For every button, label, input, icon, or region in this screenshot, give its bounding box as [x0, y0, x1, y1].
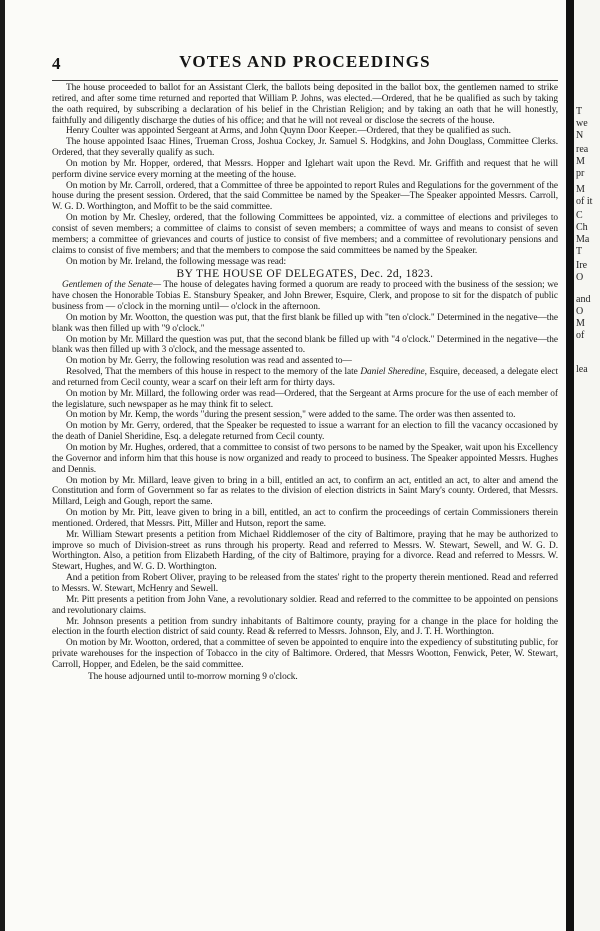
closing-line: The house adjourned until to-morrow morning 9 o'clock.: [88, 671, 298, 682]
next-page-fragment: lea: [576, 364, 588, 375]
next-page-fragment: Ma: [576, 234, 590, 245]
paragraph: On motion by Mr. Pitt, leave given to bring in a bill, entitled, an act to confirm the proceedings of certain Commissioners therein mentioned. Ordered, that Messrs. Pitt, Miller and Hutson, report the same.: [52, 508, 558, 529]
binding-gutter: [566, 0, 574, 931]
resolution-before: Resolved, That the members of this house in respect to the memory of the late: [66, 367, 361, 378]
paragraph: Henry Coulter was appointed Sergeant at Arms, and John Quynn Door Keeper.—Ordered, that they be qualified as such.: [66, 126, 511, 137]
document-page: [52, 50, 558, 683]
next-page-fragment: Ch: [576, 222, 588, 233]
paragraph: Mr. Johnson presents a petition from sundry inhabitants of Baltimore county, praying for a change in the place for holding the election in the fourth election district of said county. Read & referred to Messrs. Johnson, Ely, and J. T. H. Worthington.: [52, 616, 558, 638]
next-page-fragment: O: [576, 272, 584, 283]
page-header: [52, 50, 558, 76]
next-page-edge: [574, 0, 600, 931]
paragraph: On motion by Mr. Ireland, the following message was read:: [66, 256, 287, 267]
paragraph: The house proceeded to ballot for an Assistant Clerk, the ballots being deposited in the ballot box, the gentlemen named to strike retired, and after some time returned and reported that William P. Johns, was elected.—Ordered, that he be qualified as such by taking the oath required, by subscribing a declaration of his belief in the Christian Religion; and by taking an oath that he will honestly, faithfully and diligently discharge the duties of his office; and that he will not reveal or disclose the secrets of the house.: [52, 83, 558, 126]
paragraph: On motion by Mr. Chesley, ordered, that the following Committees be appointed, viz. a committee of elections and privileges to consist of seven members; a committee of claims to consist of seven members; a committee of ways and means to consist of seven members; a committee of grievances and courts of justice to consist of five members; and a committee of revolutionary pensions and claims to consist of five members; and that the members to compose the said committees be named by the Speaker.: [52, 213, 558, 256]
message-body: [52, 280, 558, 313]
paragraph: On motion by Mr. Gerry, ordered, that the Speaker be requested to issue a warrant for an election to fill the vacancy occasioned by the death of Daniel Sheridine, Esq. a delegate returned from Cecil county.: [52, 421, 558, 443]
next-page-fragment: Ire: [576, 260, 588, 271]
next-page-fragment: O: [576, 306, 584, 317]
page-number: 4: [52, 54, 61, 73]
paragraph: On motion by Mr. Wootton, the question was put, that the first blank be filled up with "ten o'clock." Determined in the negative—the blank was then filled up with "9 o'clock.": [52, 312, 558, 334]
resolution-after: , Esquire, deceased, a delegate elect and returned from Cecil county, wear a scarf on their left arm for thirty days.: [52, 367, 558, 388]
next-page-fragment: C: [576, 210, 583, 221]
next-page-fragment: T: [576, 106, 583, 117]
next-page-fragment: T: [576, 246, 583, 257]
paragraph: Mr. William Stewart presents a petition from Michael Riddlemoser of the city of Baltimore, praying that he may be authorized to improve so much of Division-street as runs through his property. Read and referred to Messrs. W. Stewart, Sewell, and W. G. D. Worthington. Also, a petition from Elizabeth Harding, of the city of Baltimore, praying for a divorce. Read and referred to Messrs. W. Stewart, Hughes, and W. G. D. Worthington.: [52, 529, 558, 573]
salutation-address: Gentlemen of the Senate—: [62, 280, 161, 291]
paragraph: On motion by Mr. Wootton, ordered, that a committee of seven be appointed to enquire into the expediency of substituting public, for private warehouses for the inspection of Tobacco in the city of Baltimore. Ordered, that Messrs Wootton, Fenwick, Peter, W. Stewart, Carroll, Hopper, and Edelen, be the said committee.: [52, 638, 559, 670]
next-page-fragment: M: [576, 184, 585, 195]
paragraph: On motion by Mr. Millard, leave given to bring in a bill, entitled an act, to confirm an act, entitled an act, to alter and amend the Constitution and form of Government so far as relates to the division of election districts in Saint Mary's county. Ordered, that Messrs. Millard, Leigh and Gough, report the same.: [52, 475, 558, 508]
paragraph: On motion by Mr. Hopper, ordered, that Messrs. Hopper and Iglehart wait upon the Revd. Mr. Griffith and request that he will perform divine service every morning at the meeting of the house.: [52, 158, 558, 180]
paragraph: On motion by Mr. Millard the question was put, that the second blank be filled up with "4 o'clock." Determined in the negative—the blank was then filled up with 3 o'clock, and the message assented to.: [52, 334, 558, 356]
paragraph: On motion by Mr. Carroll, ordered, that a Committee of three be appointed to report Rules and Regulations for the government of the house during the present session. Ordered, that the said Committee be named by the Speaker—The Speaker appointed Messrs. Carroll, W. G. D. Worthington, and Moffit to be the said committee.: [52, 180, 558, 213]
next-page-fragment: M: [576, 318, 585, 329]
paragraph: On motion by Mr. Millard, the following order was read—Ordered, that the Sergeant at Arms procure for the use of each member of the legislature, such newspaper as he may think fit to select.: [52, 388, 558, 410]
next-page-fragment: pr: [576, 168, 585, 179]
paragraph: On motion by Mr. Hughes, ordered, that a committee to consist of two persons to be named by the Speaker, wait upon his Excellency the Governor and inform him that this house is now organized and ready to proceed to business. The Speaker appointed Messrs. Hughes and Dennis.: [52, 443, 558, 475]
next-page-fragment: we: [576, 118, 588, 129]
salutation-text: The house of delegates having formed a quorum are ready to proceed with the business of the session; we have chosen the Honorable Tobias E. Stansbury Speaker, and John Brewer, Esquire, Clerk, and propose to sit for the dispatch of public business from — o'clock in the morning until— o'clock in the afternoon.: [52, 280, 558, 313]
left-scan-edge: [0, 0, 5, 931]
paragraph: On motion by Mr. Kemp, the words "during the present session," were added to the same. The order was then assented to.: [66, 410, 516, 421]
next-page-fragment: of: [576, 330, 585, 341]
page-body: [52, 83, 558, 683]
running-title: VOTES AND PROCEEDINGS: [179, 52, 431, 71]
message-title: BY THE HOUSE OF DELEGATES, Dec. 2d, 1823.: [176, 268, 434, 281]
paragraph: On motion by Mr. Gerry, the following resolution was read and assented to—: [66, 356, 352, 367]
resolution: [52, 367, 558, 389]
resolution-name: Daniel Sheredine: [360, 367, 425, 378]
next-page-fragment: N: [576, 130, 584, 141]
next-page-fragment: and: [576, 294, 591, 305]
next-page-fragment: of it: [576, 196, 593, 207]
paragraph: Mr. Pitt presents a petition from John Vane, a revolutionary soldier. Read and referred to the committee to be appointed on pensions and revolutionary claims.: [52, 594, 558, 616]
next-page-fragment: rea: [576, 144, 589, 155]
header-rule: [52, 80, 558, 81]
next-page-fragment: M: [576, 156, 585, 167]
paragraph: And a petition from Robert Oliver, praying to be released from the states' right to the property therein mentioned. Read and referred to Messrs. W. Stewart, McHenry and Sewell.: [52, 573, 558, 594]
paragraph: The house appointed Isaac Hines, Trueman Cross, Joshua Cockey, Jr. Samuel S. Hodgkins, and John Douglass, Committee Clerks. Ordered, that they severally qualify as such.: [52, 137, 558, 159]
